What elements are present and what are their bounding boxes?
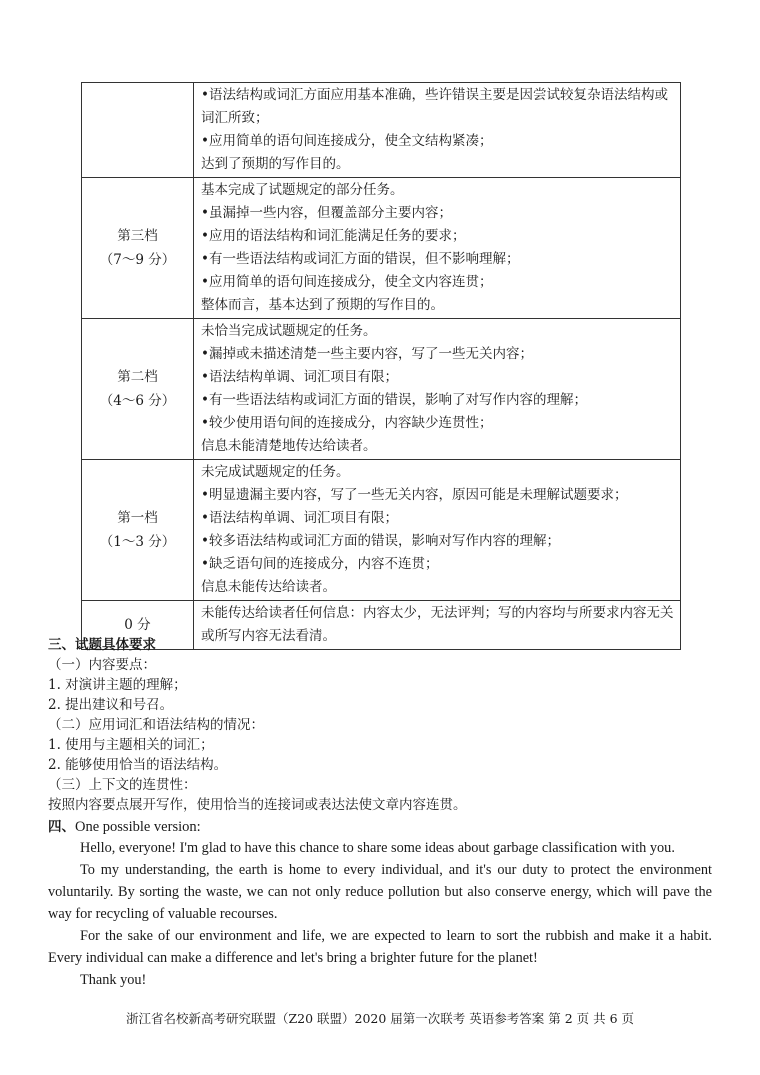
sample-essay xyxy=(48,837,712,991)
grade-label: 第三档 xyxy=(117,228,158,244)
requirement-line: （二）应用词汇和语法结构的情况： xyxy=(48,717,264,733)
criteria-line: •有一些语法结构或词汇方面的错误，但不影响理解； xyxy=(201,251,520,267)
section-3-heading: 三、试题具体要求 xyxy=(48,637,156,653)
requirement-line: 1. 对演讲主题的理解； xyxy=(48,677,187,693)
essay-paragraph: To my understanding, the earth is home to every individual, and it's our duty to protect the environment voluntarily. By sorting the waste, we can not only reduce pollution but also conserve energy, which will pave the way for recycling of valuable recourses. xyxy=(48,862,712,922)
criteria-line: •应用简单的语句间连接成分，使全文结构紧凑； xyxy=(201,133,493,149)
page-footer: 浙江省名校新高考研究联盟（Z20 联盟）2020 届第一次联考 英语参考答案 第 2 页 共 6 页 xyxy=(125,1011,635,1026)
rubric-row xyxy=(82,319,681,460)
requirement-line: 2. 能够使用恰当的语法结构。 xyxy=(48,757,228,773)
essay-paragraph: Thank you! xyxy=(80,972,147,988)
section-4-number: 四、 xyxy=(48,819,75,835)
criteria-line: 信息未能传达给读者。 xyxy=(201,579,336,595)
requirement-line: 2. 提出建议和号召。 xyxy=(48,697,174,713)
criteria-line: •应用简单的语句间连接成分，使全文内容连贯； xyxy=(201,274,493,290)
essay-paragraph: For the sake of our environment and life, we are expected to learn to sort the rubbish and make it a habit. Every individual can make a difference and let's bring a brighter future for the planet! xyxy=(48,928,712,966)
grade-label: 0 分 xyxy=(124,617,151,633)
requirement-line: 1. 使用与主题相关的词汇； xyxy=(48,737,214,753)
section-4-title: One possible version: xyxy=(75,819,201,835)
criteria-line: •虽漏掉一些内容，但覆盖部分主要内容； xyxy=(201,205,452,221)
criteria-line: •应用的语法结构和词汇能满足任务的要求； xyxy=(201,228,466,244)
grade-range: （1～3 分） xyxy=(99,534,176,550)
criteria-line: •语法结构单调、词汇项目有限； xyxy=(201,369,398,385)
essay-paragraph: Hello, everyone! I'm glad to have this chance to share some ideas about garbage classification with you. xyxy=(80,840,675,856)
grade-cell xyxy=(82,460,194,601)
criteria-cell xyxy=(194,601,681,650)
grade-range: （7～9 分） xyxy=(99,252,176,268)
grade-cell xyxy=(82,319,194,460)
requirement-line: （一）内容要点： xyxy=(48,657,156,673)
criteria-line: •有一些语法结构或词汇方面的错误，影响了对写作内容的理解； xyxy=(201,392,587,408)
criteria-cell xyxy=(194,460,681,601)
criteria-line: •较多语法结构或词汇方面的错误，影响对写作内容的理解； xyxy=(201,533,560,549)
criteria-line: •语法结构或词汇方面应用基本准确，些许错误主要是因尝试较复杂语法结构或词汇所致； xyxy=(201,87,668,126)
criteria-line: •语法结构单调、词汇项目有限； xyxy=(201,510,398,526)
criteria-line: 未恰当完成试题规定的任务。 xyxy=(201,323,377,339)
grade-range: （4～6 分） xyxy=(99,393,176,409)
grade-label: 第二档 xyxy=(117,369,158,385)
criteria-line: •漏掉或未描述清楚一些主要内容，写了一些无关内容； xyxy=(201,346,533,362)
requirement-line: （三）上下文的连贯性： xyxy=(48,777,197,793)
rubric-row xyxy=(82,178,681,319)
criteria-line: 信息未能清楚地传达给读者。 xyxy=(201,438,377,454)
grade-cell xyxy=(82,83,194,178)
criteria-line: 达到了预期的写作目的。 xyxy=(201,156,350,172)
section-4-heading xyxy=(48,818,201,837)
rubric-row xyxy=(82,460,681,601)
rubric-row xyxy=(82,601,681,650)
criteria-cell xyxy=(194,319,681,460)
grade-label: 第一档 xyxy=(117,510,158,526)
criteria-line: 未能传达给读者任何信息：内容太少，无法评判；写的内容均与所要求内容无关或所写内容无法看清。 xyxy=(201,605,674,644)
criteria-line: 基本完成了试题规定的部分任务。 xyxy=(201,182,404,198)
rubric-row xyxy=(82,83,681,178)
criteria-line: •缺乏语句间的连接成分，内容不连贯； xyxy=(201,556,439,572)
criteria-cell xyxy=(194,83,681,178)
criteria-line: 未完成试题规定的任务。 xyxy=(201,464,350,480)
scoring-rubric-table xyxy=(81,82,681,650)
criteria-line: •较少使用语句间的连接成分，内容缺少连贯性； xyxy=(201,415,493,431)
criteria-line: •明显遗漏主要内容，写了一些无关内容，原因可能是未理解试题要求； xyxy=(201,487,628,503)
requirement-line: 按照内容要点展开写作，使用恰当的连接词或表达法使文章内容连贯。 xyxy=(48,797,467,813)
criteria-cell xyxy=(194,178,681,319)
criteria-line: 整体而言，基本达到了预期的写作目的。 xyxy=(201,297,444,313)
grade-cell xyxy=(82,178,194,319)
